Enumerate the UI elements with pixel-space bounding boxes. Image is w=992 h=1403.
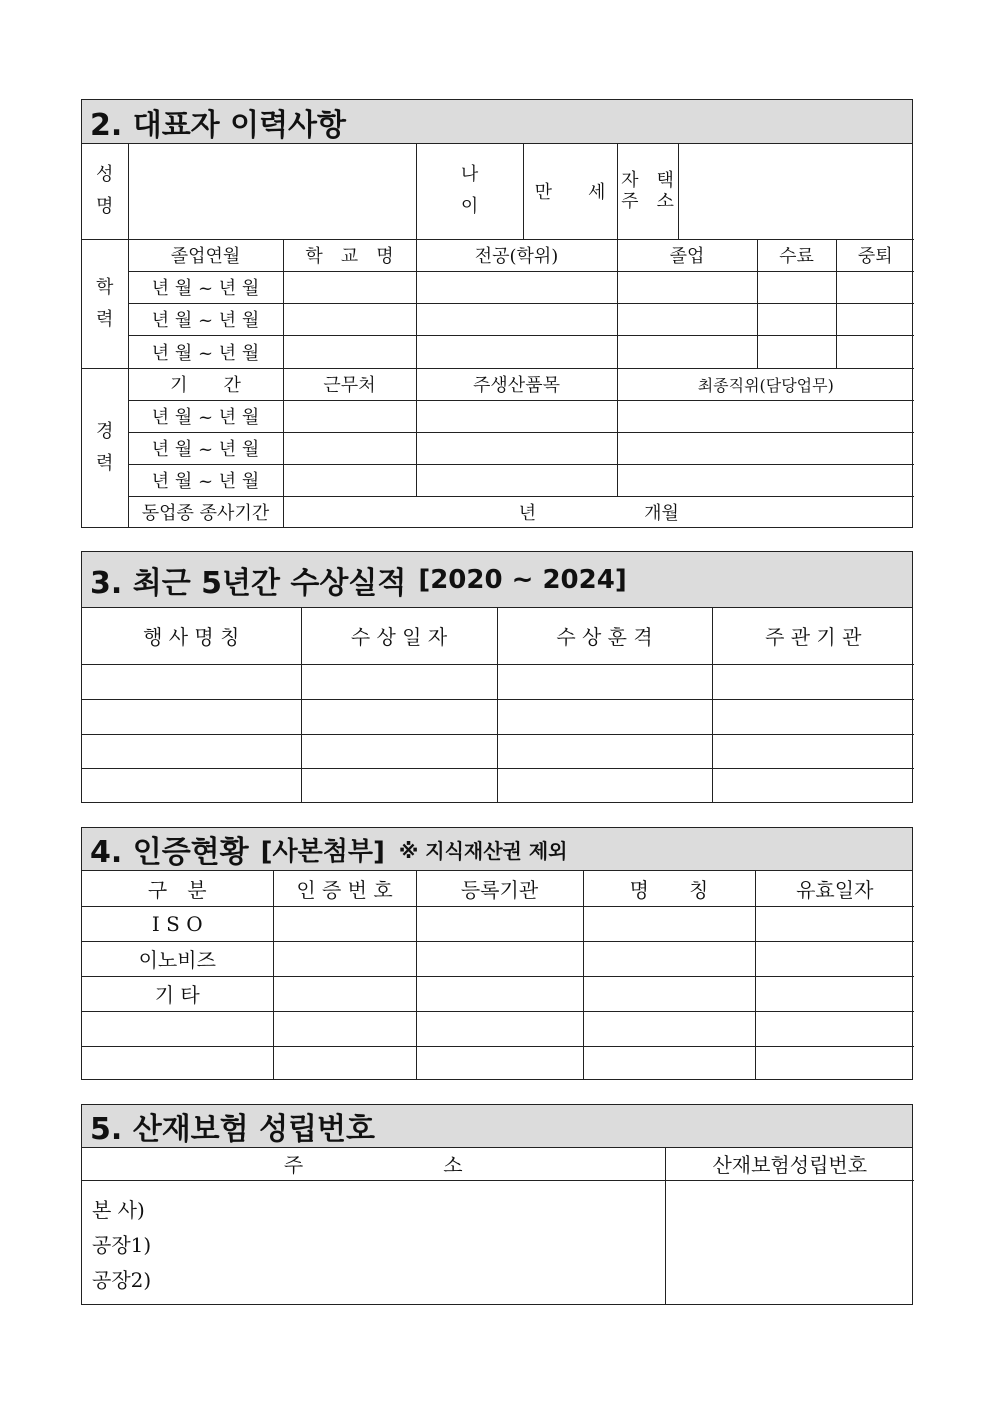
representative-table bbox=[82, 144, 914, 528]
cert-cell[interactable] bbox=[416, 1046, 583, 1079]
cert-category-cell: I S O bbox=[82, 906, 273, 941]
section-title-text: 4. 인증현황 bbox=[90, 835, 249, 870]
career-header-period: 기 간 bbox=[128, 368, 283, 400]
section-title-range: [2020 ~ 2024] bbox=[418, 564, 627, 595]
same-industry-period-field[interactable]: 년 개월 bbox=[283, 496, 914, 527]
award-cell[interactable] bbox=[497, 768, 712, 802]
address-line-factory-2: 공장2) bbox=[92, 1267, 152, 1292]
edu-header-dropout: 중퇴 bbox=[836, 239, 914, 271]
section-representative-history bbox=[81, 99, 913, 528]
section-title bbox=[82, 100, 912, 144]
edu-period-field[interactable]: 년 월 ~ 년 월 bbox=[128, 335, 283, 368]
cert-cell[interactable] bbox=[755, 1046, 914, 1079]
section-title bbox=[82, 1105, 912, 1148]
cert-cell[interactable] bbox=[583, 1046, 755, 1079]
same-industry-label: 동업종 종사기간 bbox=[128, 496, 283, 527]
age-field[interactable]: 만 세 bbox=[523, 144, 617, 239]
award-cell[interactable] bbox=[82, 699, 301, 734]
award-cell[interactable] bbox=[301, 699, 497, 734]
award-cell[interactable] bbox=[301, 768, 497, 802]
address-line-factory-1: 공장1) bbox=[92, 1232, 152, 1257]
name-field[interactable] bbox=[128, 144, 416, 239]
awards-header-event-name: 행 사 명 칭 bbox=[82, 608, 301, 664]
section-title bbox=[82, 552, 912, 608]
name-label: 성 명 bbox=[82, 144, 128, 239]
career-product-field[interactable] bbox=[416, 400, 617, 432]
awards-header-award-date: 수 상 일 자 bbox=[301, 608, 497, 664]
award-cell[interactable] bbox=[497, 664, 712, 699]
insurance-header-address: 주 소 bbox=[82, 1148, 665, 1180]
insurance-number-field[interactable] bbox=[665, 1180, 914, 1304]
career-workplace-field[interactable] bbox=[283, 432, 416, 464]
cert-header-number: 인 증 번 호 bbox=[273, 871, 416, 906]
edu-completed-field[interactable] bbox=[757, 335, 836, 368]
award-cell[interactable] bbox=[301, 664, 497, 699]
address-field[interactable] bbox=[82, 1180, 665, 1304]
career-workplace-field[interactable] bbox=[283, 464, 416, 496]
section-title-note: ※ 지식재산권 제외 bbox=[398, 838, 568, 863]
awards-header-organizer: 주 관 기 관 bbox=[712, 608, 914, 664]
career-position-field[interactable] bbox=[617, 432, 914, 464]
edu-dropout-field[interactable] bbox=[836, 303, 914, 335]
career-period-field[interactable]: 년 월 ~ 년 월 bbox=[128, 464, 283, 496]
cert-category-cell[interactable] bbox=[82, 1011, 273, 1046]
cert-category-cell: 기 타 bbox=[82, 976, 273, 1011]
cert-header-name: 명 칭 bbox=[583, 871, 755, 906]
cert-cell[interactable] bbox=[583, 941, 755, 976]
edu-dropout-field[interactable] bbox=[836, 335, 914, 368]
section-title-sub: [사본첨부] bbox=[260, 836, 385, 867]
cert-cell[interactable] bbox=[583, 1011, 755, 1046]
section-certifications bbox=[81, 827, 913, 1080]
edu-school-field[interactable] bbox=[283, 335, 416, 368]
insurance-table bbox=[82, 1148, 914, 1304]
certifications-table bbox=[82, 871, 914, 1079]
cert-cell[interactable] bbox=[755, 906, 914, 941]
career-header-final-position: 최종직위(담당업무) bbox=[617, 368, 914, 400]
insurance-header-number: 산재보험성립번호 bbox=[665, 1148, 914, 1180]
cert-cell[interactable] bbox=[755, 1011, 914, 1046]
career-header-workplace: 근무처 bbox=[283, 368, 416, 400]
career-header-main-product: 주생산품목 bbox=[416, 368, 617, 400]
edu-school-field[interactable] bbox=[283, 303, 416, 335]
cert-cell[interactable] bbox=[273, 1011, 416, 1046]
education-label: 학 력 bbox=[82, 239, 128, 368]
cert-cell[interactable] bbox=[755, 941, 914, 976]
cert-cell[interactable] bbox=[416, 1011, 583, 1046]
home-address-field[interactable] bbox=[678, 144, 914, 239]
edu-header-school: 학 교 명 bbox=[283, 239, 416, 271]
edu-major-field[interactable] bbox=[416, 335, 617, 368]
section-awards bbox=[81, 551, 913, 803]
cert-category-cell[interactable] bbox=[82, 1046, 273, 1079]
edu-header-completed: 수료 bbox=[757, 239, 836, 271]
address-line-head-office: 본 사) bbox=[92, 1197, 145, 1222]
award-cell[interactable] bbox=[712, 699, 914, 734]
career-position-field[interactable] bbox=[617, 464, 914, 496]
edu-graduated-field[interactable] bbox=[617, 271, 757, 303]
edu-period-field[interactable]: 년 월 ~ 년 월 bbox=[128, 303, 283, 335]
home-address-label: 자 택 주 소 bbox=[617, 144, 678, 239]
cert-cell[interactable] bbox=[416, 906, 583, 941]
cert-cell[interactable] bbox=[583, 976, 755, 1011]
section-title-text: 3. 최근 5년간 수상실적 bbox=[90, 565, 407, 601]
section-title bbox=[82, 828, 912, 871]
edu-school-field[interactable] bbox=[283, 271, 416, 303]
edu-dropout-field[interactable] bbox=[836, 271, 914, 303]
age-label: 나 이 bbox=[416, 144, 523, 239]
edu-header-major: 전공(학위) bbox=[416, 239, 617, 271]
award-cell[interactable] bbox=[301, 734, 497, 768]
edu-header-graduation-date: 졸업연월 bbox=[128, 239, 283, 271]
cert-cell[interactable] bbox=[273, 941, 416, 976]
edu-completed-field[interactable] bbox=[757, 271, 836, 303]
edu-completed-field[interactable] bbox=[757, 303, 836, 335]
cert-cell[interactable] bbox=[273, 906, 416, 941]
edu-graduated-field[interactable] bbox=[617, 303, 757, 335]
award-cell[interactable] bbox=[82, 768, 301, 802]
cert-cell[interactable] bbox=[416, 941, 583, 976]
cert-cell[interactable] bbox=[755, 976, 914, 1011]
section-title-text: 5. 산재보험 성립번호 bbox=[90, 1112, 375, 1147]
cert-cell[interactable] bbox=[273, 976, 416, 1011]
edu-period-field[interactable]: 년 월 ~ 년 월 bbox=[128, 271, 283, 303]
edu-header-graduated: 졸업 bbox=[617, 239, 757, 271]
cert-header-valid-date: 유효일자 bbox=[755, 871, 914, 906]
career-workplace-field[interactable] bbox=[283, 400, 416, 432]
career-label: 경 력 bbox=[82, 368, 128, 527]
award-cell[interactable] bbox=[82, 734, 301, 768]
award-cell[interactable] bbox=[712, 734, 914, 768]
award-cell[interactable] bbox=[497, 699, 712, 734]
cert-category-cell: 이노비즈 bbox=[82, 941, 273, 976]
career-period-field[interactable]: 년 월 ~ 년 월 bbox=[128, 432, 283, 464]
career-product-field[interactable] bbox=[416, 432, 617, 464]
awards-header-award-grade: 수 상 훈 격 bbox=[497, 608, 712, 664]
section-title-text: 2. 대표자 이력사항 bbox=[90, 107, 347, 143]
cert-header-issuer: 등록기관 bbox=[416, 871, 583, 906]
award-cell[interactable] bbox=[82, 664, 301, 699]
edu-major-field[interactable] bbox=[416, 271, 617, 303]
awards-table bbox=[82, 608, 914, 802]
award-cell[interactable] bbox=[712, 768, 914, 802]
career-period-field[interactable]: 년 월 ~ 년 월 bbox=[128, 400, 283, 432]
award-cell[interactable] bbox=[497, 734, 712, 768]
edu-graduated-field[interactable] bbox=[617, 335, 757, 368]
section-industrial-insurance bbox=[81, 1104, 913, 1305]
cert-cell[interactable] bbox=[416, 976, 583, 1011]
cert-header-category: 구 분 bbox=[82, 871, 273, 906]
cert-cell[interactable] bbox=[583, 906, 755, 941]
award-cell[interactable] bbox=[712, 664, 914, 699]
career-position-field[interactable] bbox=[617, 400, 914, 432]
edu-major-field[interactable] bbox=[416, 303, 617, 335]
career-product-field[interactable] bbox=[416, 464, 617, 496]
cert-cell[interactable] bbox=[273, 1046, 416, 1079]
